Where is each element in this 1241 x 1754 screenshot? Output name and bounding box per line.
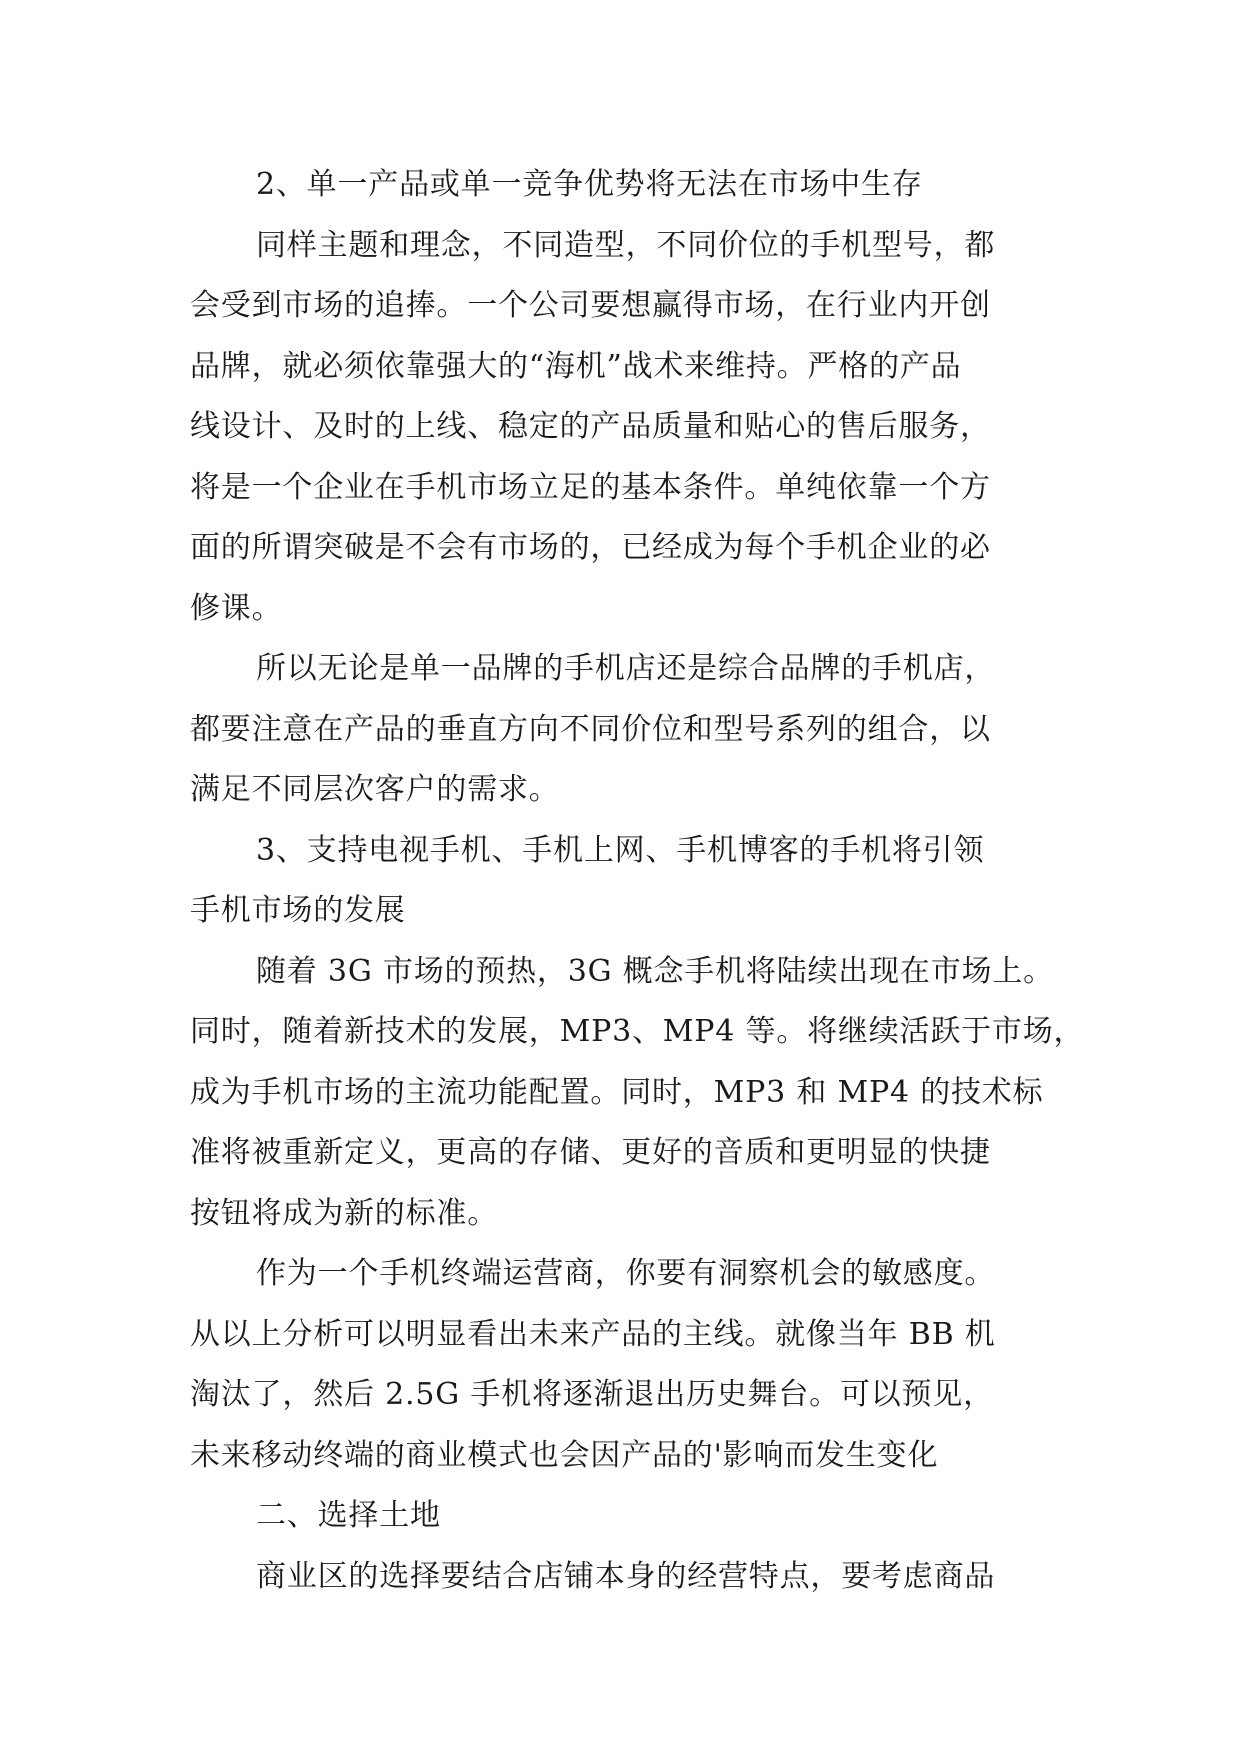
paragraph-line: 品牌，就必须依靠强大的“海机”战术来维持。严格的产品 [190, 348, 962, 384]
section-heading-choose-land: 二、选择土地 [256, 1498, 441, 1533]
paragraph-line: 准将被重新定义，更高的存储、更好的音质和更明显的快捷 [190, 1135, 991, 1170]
paragraph-line: 会受到市场的追捧。一个公司要想赢得市场，在行业内开创 [190, 288, 991, 323]
paragraph-line: 商业区的选择要结合店铺本身的经营特点，要考虑商品 [256, 1558, 996, 1594]
paragraph-line: 同时，随着新技术的发展，MP3、MP4 等。将继续活跃于市场， [190, 1014, 1085, 1049]
section-heading-tv-phones-cont: 手机市场的发展 [190, 893, 406, 928]
paragraph-line: 按钮将成为新的标准。 [190, 1195, 498, 1231]
paragraph-line: 线设计、及时的上线、稳定的产品质量和贴心的售后服务， [190, 409, 991, 444]
section-heading-single-product: 2、单一产品或单一竞争优势将无法在市场中生存 [256, 167, 923, 202]
document-body [190, 155, 1085, 1607]
paragraph-line: 修课。 [190, 590, 283, 626]
paragraph-line: 将是一个企业在手机市场立足的基本条件。单纯依靠一个方 [190, 469, 991, 505]
paragraph-line: 随着 3G 市场的预热，3G 概念手机将陆续出现在市场上。 [256, 953, 1054, 989]
paragraph-line: 面的所谓突破是不会有市场的，已经成为每个手机企业的必 [190, 530, 991, 565]
paragraph-line: 所以无论是单一品牌的手机店还是综合品牌的手机店， [256, 651, 996, 686]
paragraph-line: 淘汰了，然后 2.5G 手机将逐渐退出历史舞台。可以预见， [190, 1377, 994, 1412]
paragraph-line: 未来移动终端的商业模式也会因产品的'影响而发生变化 [190, 1437, 939, 1473]
section-heading-tv-phones: 3、支持电视手机、手机上网、手机博客的手机将引领 [256, 832, 985, 868]
paragraph-line: 同样主题和理念，不同造型，不同价位的手机型号，都 [256, 227, 996, 263]
paragraph-line: 满足不同层次客户的需求。 [190, 772, 560, 807]
paragraph-line: 都要注意在产品的垂直方向不同价位和型号系列的组合，以 [190, 711, 991, 747]
paragraph-line: 作为一个手机终端运营商，你要有洞察机会的敏感度。 [256, 1256, 996, 1291]
paragraph-line: 成为手机市场的主流功能配置。同时，MP3 和 MP4 的技术标 [190, 1074, 1044, 1110]
paragraph-line: 从以上分析可以明显看出未来产品的主线。就像当年 BB 机 [190, 1316, 996, 1352]
